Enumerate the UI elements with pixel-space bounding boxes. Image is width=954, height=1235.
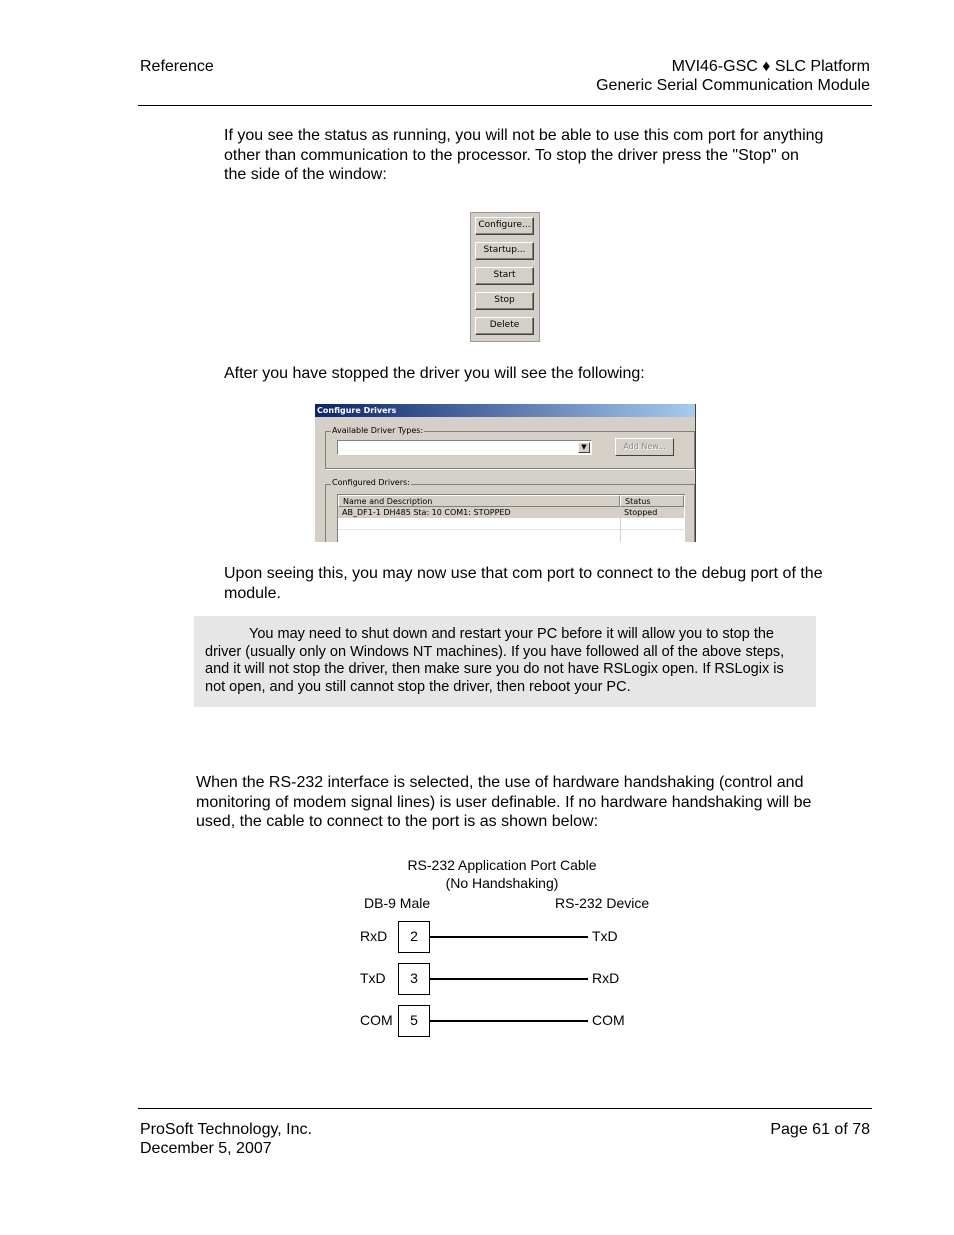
header-rule bbox=[138, 105, 872, 106]
window-title-bar: Configure Drivers bbox=[315, 404, 695, 417]
footer-rule bbox=[138, 1108, 872, 1109]
startup-button[interactable]: Startup... bbox=[475, 242, 534, 260]
add-new-button[interactable]: Add New... bbox=[615, 438, 674, 456]
header-product-name: MVI46-GSC ♦ SLC Platform bbox=[671, 58, 870, 75]
pin-left-label: TxD bbox=[360, 970, 386, 986]
device-header: RS-232 Device bbox=[555, 895, 650, 911]
wire-line bbox=[430, 936, 588, 938]
pin-box: 2 bbox=[398, 921, 430, 953]
delete-button[interactable]: Delete bbox=[475, 317, 534, 335]
header-section-title: Reference bbox=[140, 58, 214, 75]
pin-right-label: TxD bbox=[592, 928, 618, 944]
driver-button-panel bbox=[470, 212, 540, 342]
column-header-status[interactable]: Status bbox=[620, 495, 684, 507]
footer-page-number: Page 61 of 78 bbox=[770, 1121, 870, 1138]
pin-right-label: RxD bbox=[592, 970, 620, 986]
row-divider bbox=[338, 529, 684, 530]
pin-box: 5 bbox=[398, 1005, 430, 1037]
paragraph-stop-driver: If you see the status as running, you will not be able to use this com port for anything other than communication to the processor. To stop the driver press the "Stop" on the side of the window: bbox=[224, 127, 824, 183]
configure-drivers-window bbox=[314, 404, 696, 542]
footer-date: December 5, 2007 bbox=[140, 1140, 272, 1157]
paragraph-after-stop: After you have stopped the driver you will see the following: bbox=[224, 365, 645, 382]
wire-line bbox=[430, 978, 588, 980]
pin-left-label: RxD bbox=[360, 928, 388, 944]
paragraph-rs232: When the RS-232 interface is selected, the use of hardware handshaking (control and monitoring of modem signal lines) is user definable. If no hardware handshaking will be used, the cable to connect to the port is as shown below: bbox=[196, 774, 812, 830]
db9-header: DB-9 Male bbox=[364, 895, 431, 911]
diagram-subtitle: (No Handshaking) bbox=[445, 875, 559, 891]
configured-drivers-label: Configured Drivers: bbox=[332, 478, 410, 487]
wire-line bbox=[430, 1020, 588, 1022]
configure-button[interactable]: Configure... bbox=[475, 217, 534, 235]
pin-right-label: COM bbox=[592, 1012, 625, 1028]
diagram-title: RS-232 Application Port Cable bbox=[407, 857, 597, 873]
pin-left-label: COM bbox=[360, 1012, 393, 1028]
stop-button[interactable]: Stop bbox=[475, 292, 534, 310]
configured-drivers-list[interactable] bbox=[337, 494, 685, 542]
driver-name-cell: AB_DF1-1 DH485 Sta: 10 COM1: STOPPED bbox=[342, 508, 511, 517]
pin-box: 3 bbox=[398, 963, 430, 995]
note-text: You may need to shut down and restart your PC before it will allow you to stop the driver (usually only on Windows NT machines). If you have followed all of the above steps, and it will not stop the driver, then make sure you do not have RSLogix open. If RSLogix is not open, and you still cannot stop the driver, then reboot your PC. bbox=[205, 626, 785, 695]
driver-type-dropdown[interactable] bbox=[337, 440, 592, 455]
paragraph-use-com-port: Upon seeing this, you may now use that com port to connect to the debug port of the module. bbox=[224, 565, 823, 602]
column-header-name[interactable]: Name and Description bbox=[338, 495, 620, 507]
driver-status-cell: Stopped bbox=[624, 508, 658, 517]
available-driver-label: Available Driver Types: bbox=[332, 426, 424, 435]
header-product-subtitle: Generic Serial Communication Module bbox=[596, 77, 870, 94]
chevron-down-icon[interactable]: ▼ bbox=[578, 442, 590, 453]
footer-company: ProSoft Technology, Inc. bbox=[140, 1121, 312, 1138]
note-box bbox=[194, 616, 816, 707]
column-divider bbox=[620, 507, 621, 542]
start-button[interactable]: Start bbox=[475, 267, 534, 285]
